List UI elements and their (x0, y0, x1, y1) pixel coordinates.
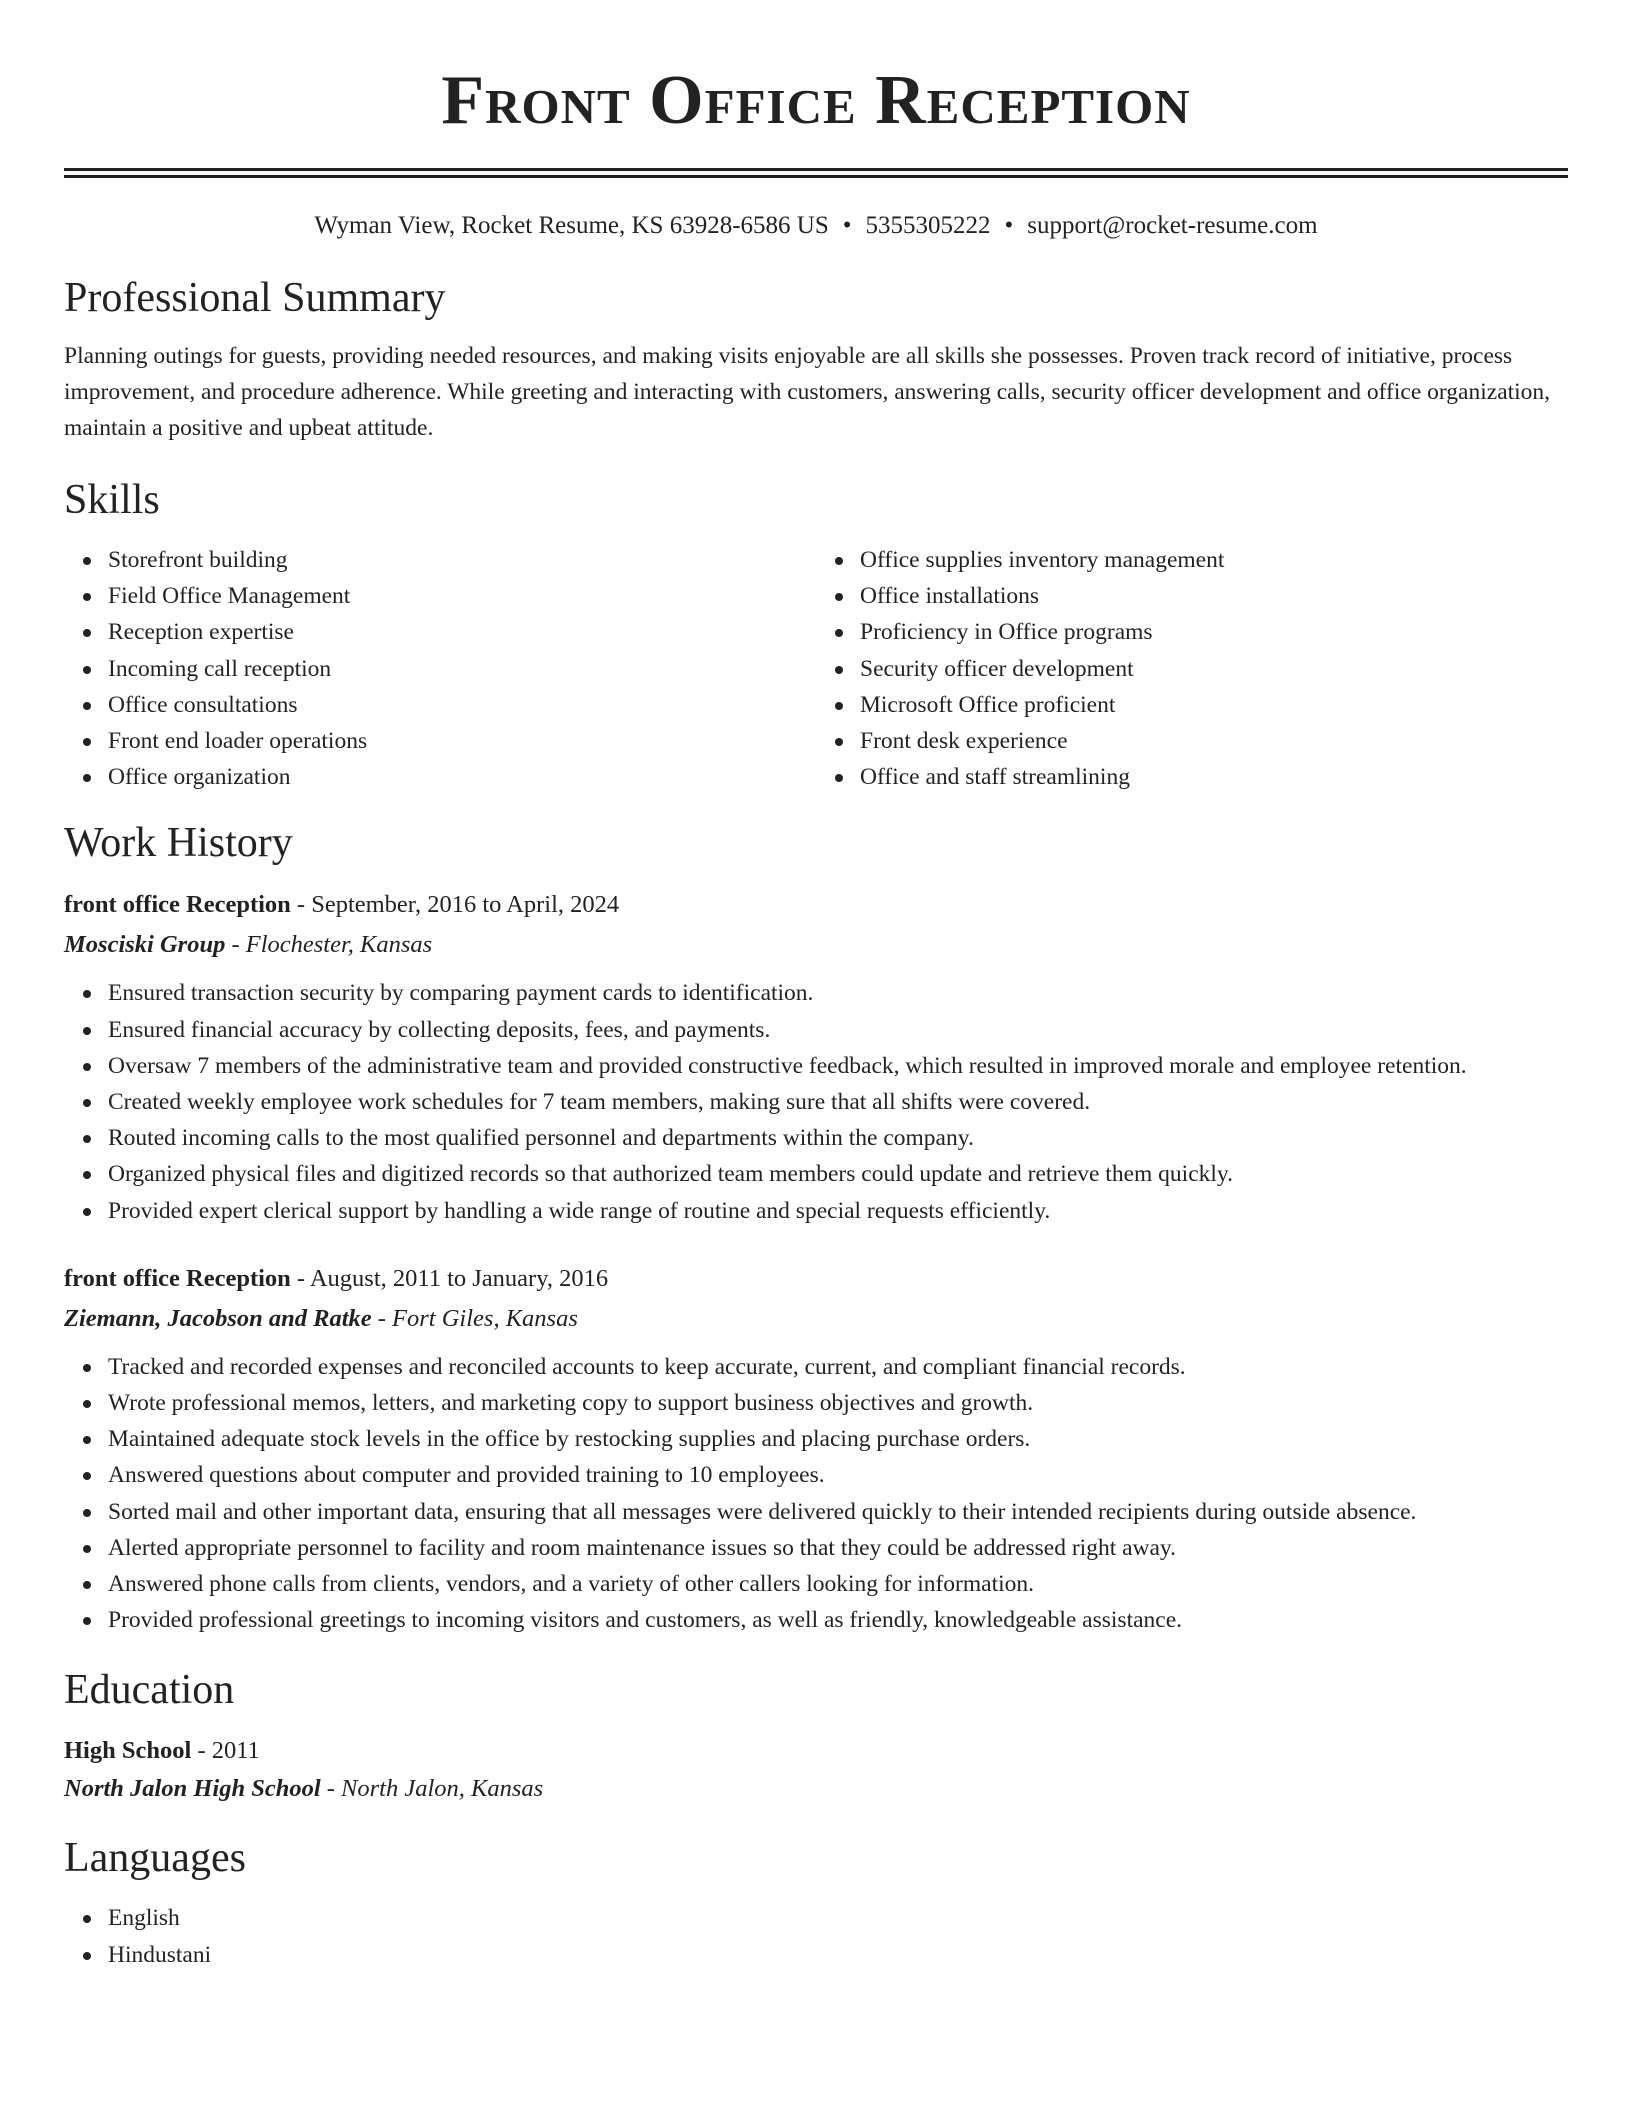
job-company: Ziemann, Jacobson and Ratke (64, 1304, 372, 1332)
job-duties-list (64, 1349, 1568, 1639)
job-title-line (64, 885, 1568, 925)
job-duty-item: Provided expert clerical support by handling a wide range of routine and special requests efficiently. (108, 1193, 1568, 1229)
job-duty-item: Alerted appropriate personnel to facility and room maintenance issues so that they could be addressed right away. (108, 1530, 1568, 1566)
job-title-line (64, 1259, 1568, 1299)
skills-list-left (64, 542, 816, 795)
job-duty-item: Ensured financial accuracy by collecting deposits, fees, and payments. (108, 1012, 1568, 1048)
job-duty-item: Maintained adequate stock levels in the office by restocking supplies and placing purchase orders. (108, 1421, 1568, 1457)
job-company-line (64, 925, 1568, 965)
work-history-heading: Work History (64, 820, 293, 867)
education-location: - North Jalon, Kansas (320, 1775, 544, 1803)
education-degree: High School (64, 1737, 192, 1765)
work-history-section (64, 815, 1568, 1638)
language-item: English (108, 1900, 1568, 1936)
skill-item: Office organization (108, 759, 816, 795)
header-divider (64, 168, 1568, 178)
job-role: front office Reception (64, 891, 291, 919)
contact-address: Wyman View, Rocket Resume, KS 63928-6586 US (314, 212, 829, 239)
job-entry (64, 1259, 1568, 1639)
skill-item: Office and staff streamlining (860, 759, 1568, 795)
education-degree-line (64, 1732, 1568, 1770)
contact-separator: • (1004, 212, 1014, 239)
language-item: Hindustani (108, 1937, 1568, 1973)
job-duties-list (64, 975, 1568, 1228)
skills-list-right (816, 542, 1568, 795)
skill-item: Microsoft Office proficient (860, 687, 1568, 723)
job-company: Mosciski Group (64, 931, 226, 959)
job-duty-item: Wrote professional memos, letters, and marketing copy to support business objectives and growth. (108, 1385, 1568, 1421)
job-dates: - August, 2011 to January, 2016 (290, 1264, 609, 1292)
job-duty-item: Oversaw 7 members of the administrative team and provided constructive feedback, which resulted in improved morale and employee retention. (108, 1048, 1568, 1084)
education-section (64, 1662, 1568, 1808)
skills-grid (64, 542, 1568, 795)
summary-text: Planning outings for guests, providing needed resources, and making visits enjoyable are all skills she possesses. Proven track record of initiative, process improvement, and procedure adherence. While greeting and interacting with customers, answering calls, security officer development and office organization, maintain a positive and upbeat attitude. (64, 343, 1551, 441)
education-school: North Jalon High School (64, 1775, 321, 1803)
job-location: - Flochester, Kansas (225, 931, 433, 959)
skill-item: Office supplies inventory management (860, 542, 1568, 578)
job-duty-item: Provided professional greetings to incoming visitors and customers, as well as friendly, knowledgeable assistance. (108, 1602, 1568, 1638)
job-dates: - September, 2016 to April, 2024 (290, 891, 620, 919)
job-duty-item: Answered phone calls from clients, vendors, and a variety of other callers looking for information. (108, 1566, 1568, 1602)
education-entry (64, 1732, 1568, 1808)
job-location: - Fort Giles, Kansas (371, 1304, 578, 1332)
job-entry (64, 885, 1568, 1228)
education-school-line (64, 1770, 1568, 1808)
contact-line (64, 208, 1568, 244)
skill-item: Storefront building (108, 542, 816, 578)
contact-email: support@rocket-resume.com (1027, 212, 1318, 239)
contact-separator: • (842, 212, 852, 239)
job-company-line (64, 1299, 1568, 1339)
skill-item: Proficiency in Office programs (860, 614, 1568, 650)
skill-item: Security officer development (860, 651, 1568, 687)
job-role: front office Reception (64, 1264, 291, 1292)
contact-phone: 5355305222 (865, 212, 991, 239)
summary-section (64, 270, 1568, 446)
skill-item: Front desk experience (860, 723, 1568, 759)
languages-list (64, 1900, 1568, 1972)
education-year: - 2011 (191, 1737, 260, 1765)
job-duty-item: Answered questions about computer and provided training to 10 employees. (108, 1457, 1568, 1493)
languages-heading: Languages (64, 1835, 246, 1882)
skills-section (64, 472, 1568, 795)
skill-item: Reception expertise (108, 614, 816, 650)
job-duty-item: Ensured transaction security by comparing payment cards to identification. (108, 975, 1568, 1011)
skill-item: Office consultations (108, 687, 816, 723)
skill-item: Front end loader operations (108, 723, 816, 759)
summary-heading: Professional Summary (64, 275, 446, 321)
skill-item: Office installations (860, 578, 1568, 614)
skill-item: Incoming call reception (108, 651, 816, 687)
skill-item: Field Office Management (108, 578, 816, 614)
job-duty-item: Sorted mail and other important data, ensuring that all messages were delivered quickly to their intended recipients during outside absence. (108, 1494, 1568, 1530)
job-duty-item: Created weekly employee work schedules for 7 team members, making sure that all shifts were covered. (108, 1084, 1568, 1120)
job-duty-item: Tracked and recorded expenses and reconciled accounts to keep accurate, current, and compliant financial records. (108, 1349, 1568, 1385)
job-duty-item: Organized physical files and digitized records so that authorized team members could update and retrieve them quickly. (108, 1156, 1568, 1192)
skills-heading: Skills (64, 477, 160, 523)
job-duty-item: Routed incoming calls to the most qualified personnel and departments within the company. (108, 1120, 1568, 1156)
resume-name: Front Office Reception (441, 62, 1191, 139)
education-heading: Education (64, 1667, 235, 1714)
languages-section (64, 1830, 1568, 1972)
